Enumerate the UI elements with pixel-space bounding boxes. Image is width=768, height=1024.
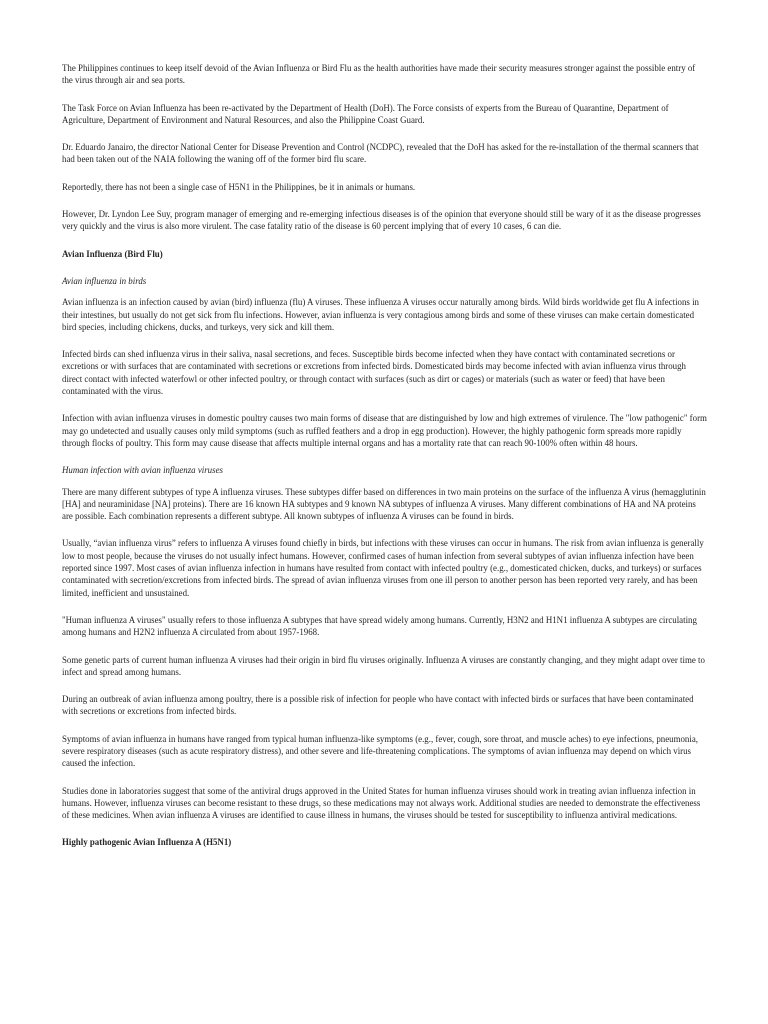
intro-paragraph-4: Reportedly, there has not been a single case of H5N1 in the Philippines, be it in animals or humans. <box>62 181 416 192</box>
intro-paragraph-5: However, Dr. Lyndon Lee Suy, program manager of emerging and re-emerging infectious diseases is of the opinion that everyone should still be wary of it as the disease progresses very quickly and the virus is also more virulent. The case fatality ratio of the disease is 60 percent implying that of every 10 cases, 6 can die. <box>62 209 701 232</box>
human-paragraph-2: Usually, “avian influenza virus” refers to influenza A viruses found chiefly in birds, but infections with these viruses can occur in humans. The risk from avian influenza is generally low to most people, because the viruses do not usually infect humans. However, confirmed cases of human infection from several subtypes of avian influenza infection have been reported since 1997. Most cases of avian influenza infection in humans have resulted from contact with infected poultry (e.g., domesticated chicken, ducks, and turkeys) or surfaces contaminated with secretion/excretions from infected birds. The spread of avian influenza viruses from one ill person to another person has been reported very rarely, and has been limited, inefficient and unsustained. <box>62 538 704 598</box>
birds-paragraph-2: Infected birds can shed influenza virus in their saliva, nasal secretions, and feces. Susceptible birds become infected when they have contact with contaminated secretions or excretions or with surfaces that are contaminated with secretions or excretions from infected birds. Domesticated birds may become infected with avian influenza virus through direct contact with infected waterfowl or other infected poultry, or through contact with surfaces (such as dirt or cages) or materials (such as water or feed) that have been contaminated with the virus. <box>62 349 686 397</box>
human-paragraph-1: There are many different subtypes of type A influenza viruses. These subtypes differ based on differences in two main proteins on the surface of the influenza A virus (hemagglutinin [HA] and neuraminidase [NA] proteins). There are 16 known HA subtypes and 9 known NA subtypes of influenza A viruses. Many different combinations of HA and NA proteins are possible. Each combination represents a different subtype. All known subtypes of influenza A viruses can be found in birds. <box>62 486 706 522</box>
human-paragraph-7: Studies done in laboratories suggest that some of the antiviral drugs approved in the United States for human influenza viruses should work in treating avian influenza infection in humans. However, influenza viruses can become resistant to these drugs, so these medications may not always work. Additional studies are needed to demonstrate the effectiveness of these medicines. When avian influenza A viruses are identified to cause illness in humans, the viruses should be tested for susceptibility to influenza antiviral medications. <box>62 785 701 821</box>
human-paragraph-3: "Human influenza A viruses" usually refers to those influenza A subtypes that have spread widely among humans. Currently, H3N2 and H1N1 influenza A subtypes are circulating among humans and H2N2 influenza A circulated from about 1957-1968. <box>62 614 697 638</box>
human-paragraph-5: During an outbreak of avian influenza among poultry, there is a possible risk of infection for people who have contact with infected birds or surfaces that have been contaminated with secretions or excretions from infected birds. <box>62 694 694 717</box>
subsection-heading-birds: Avian influenza in birds <box>62 275 147 286</box>
human-paragraph-6: Symptoms of avian influenza in humans have ranged from typical human influenza-like symptoms (e.g., fever, cough, sore throat, and muscle aches) to eye infections, pneumonia, severe respiratory diseases (such as acute respiratory distress), and other severe and life-threatening complications. The symptoms of avian influenza may depend on which virus caused the infection. <box>62 733 698 769</box>
document-page <box>62 62 707 864</box>
section-heading-h5n1: Highly pathogenic Avian Influenza A (H5N1) <box>62 837 232 848</box>
intro-paragraph-2: The Task Force on Avian Influenza has been re-activated by the Department of Health (DoH). The Force consists of experts from the Bureau of Quarantine, Department of Agriculture, Department of Environment and Natural Resources, and also the Philippine Coast Guard. <box>62 102 669 125</box>
subsection-heading-human-infection: Human infection with avian influenza viruses <box>62 465 223 476</box>
intro-paragraph-3: Dr. Eduardo Janairo, the director National Center for Disease Prevention and Control (NCDPC), revealed that the DoH has asked for the re-installation of the thermal scanners that had been taken out of the NAIA following the waning off of the former bird flu scare. <box>62 142 699 165</box>
intro-paragraph-1: The Philippines continues to keep itself devoid of the Avian Influenza or Bird Flu as the health authorities have made their security measures stronger against the possible entry of the virus through air and sea ports. <box>62 63 696 86</box>
birds-paragraph-3: Infection with avian influenza viruses in domestic poultry causes two main forms of disease that are distinguished by low and high extremes of virulence. The "low pathogenic" form may go undetected and usually causes only mild symptoms (such as ruffled feathers and a drop in egg production). However, the highly pathogenic form spreads more rapidly through flocks of poultry. This form may cause disease that affects multiple internal organs and has a mortality rate that can reach 90-100% often within 48 hours. <box>62 413 707 448</box>
section-heading-avian-influenza: Avian Influenza (Bird Flu) <box>62 248 163 259</box>
birds-paragraph-1: Avian influenza is an infection caused by avian (bird) influenza (flu) A viruses. These influenza A viruses occur naturally among birds. Wild birds worldwide get flu A infections in their intestines, but usually do not get sick from flu infections. However, avian influenza is very contagious among birds and some of these viruses can make certain domesticated bird species, including chickens, ducks, and turkeys, very sick and kill them. <box>62 297 699 332</box>
human-paragraph-4: Some genetic parts of current human influenza A viruses had their origin in bird flu viruses originally. Influenza A viruses are constantly changing, and they might adapt over time to infect and spread among humans. <box>62 654 705 677</box>
